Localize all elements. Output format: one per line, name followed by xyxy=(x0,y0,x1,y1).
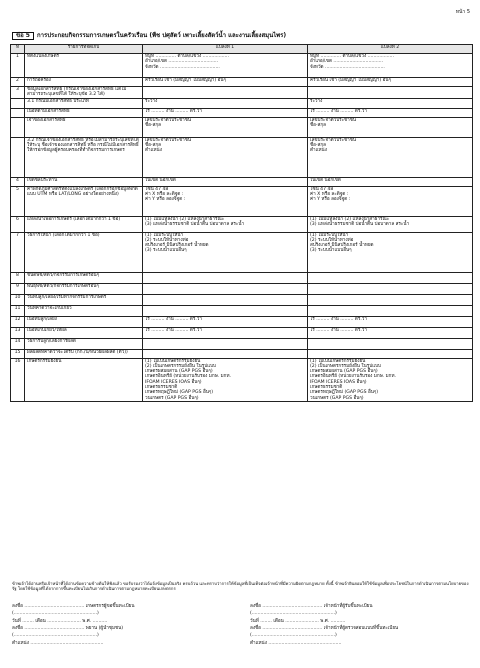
row-item-label: ข้อมูลเอกสารสิทธิ์ (กรณีเจ้าของเอกสารสิทธิ์ แต่ไม่สามารถระบุเลขที่ได้ ให้ระบุข้อ 3.2 ได้) xyxy=(25,87,143,99)
row-number: 2 xyxy=(11,78,25,87)
field-line[interactable]: (1) ไม่มีแหล่งน้ำ (2) แหล่งน้ำสาธารณะ xyxy=(145,216,225,222)
field-line[interactable]: IFOAM ICERES IOAS อื่นๆ) xyxy=(310,379,367,385)
field-line[interactable]: สปริงเกอร์ มินิสปริงเกอร์ น้ำหยด xyxy=(310,243,374,249)
plot-2-cell[interactable] xyxy=(308,338,473,349)
table-row xyxy=(11,272,473,283)
field-line[interactable]: (2) ระบบให้น้ำทางท่อ xyxy=(310,237,354,243)
field-line[interactable]: ไร่ ......... งาน ......... ตร.วา xyxy=(145,316,202,322)
plot-1-cell[interactable] xyxy=(143,87,308,99)
row-item-label: วิธีการปลูก/เลี้ยงการผลิต xyxy=(25,338,143,349)
header-plot-2: แปลงที่ 2 xyxy=(308,45,473,54)
field-line[interactable]: เกษตรอินทรีย์ (หน่วยงานรับรอง มกษ. มกท. xyxy=(145,374,231,380)
field-line[interactable]: ระวาง xyxy=(310,98,323,104)
farmer-signature-line[interactable]: ลงชื่อ ......................................... เกษตรกรผู้ขอขึ้นทะเบียน xyxy=(12,604,135,609)
table-row xyxy=(11,338,473,349)
row-number: 14 xyxy=(11,338,25,349)
field-line[interactable]: ชื่อ-สกุล xyxy=(145,122,161,128)
table-row xyxy=(11,316,473,327)
row-item-label: เนื้อที่เก็บเกี่ยว/ให้ผล xyxy=(25,327,143,338)
table-row xyxy=(11,177,473,186)
field-line[interactable]: ชื่อ-สกุล xyxy=(145,142,161,148)
field-line[interactable]: (1) ไม่มีระบบให้น้ำ xyxy=(310,232,349,238)
table-row xyxy=(11,108,473,117)
plot-2-cell[interactable] xyxy=(308,283,473,294)
plot-1-cell[interactable] xyxy=(143,177,308,186)
row-number: 10 xyxy=(11,294,25,305)
field-line[interactable]: ไร่ ......... งาน ......... ตร.วา xyxy=(310,327,367,333)
row-item-label: ที่ตั้งแปลงเกษตร xyxy=(25,54,143,78)
field-line[interactable]: ชื่อ-สกุล xyxy=(310,122,326,128)
witness-signature-line[interactable]: ลงชื่อ ......................................... พยาน (ผู้นำชุมชน) xyxy=(12,626,124,632)
field-line[interactable]: เกษตรผสมผสาน (GAP PGS อื่นๆ) xyxy=(145,369,213,375)
row-item-label: เจ้าของเอกสารสิทธิ์ xyxy=(25,117,143,137)
plot-1-cell[interactable] xyxy=(143,137,308,177)
table-row xyxy=(11,349,473,358)
row-item-label: แหล่งน้ำเพื่อการเกษตร (เลือกได้มากกว่า 1 ข้อ) xyxy=(25,216,143,232)
field-line[interactable]: (3) ระบบน้ำแบบอื่นๆ xyxy=(310,248,352,254)
plot-1-cell[interactable] xyxy=(143,338,308,349)
row-number xyxy=(11,137,25,177)
field-line[interactable]: (1) ไม่เป็นเกษตรกรรมยั่งยืน xyxy=(310,358,366,364)
plot-2-cell[interactable] xyxy=(308,272,473,283)
field-line[interactable]: ค่า X หรือ ละติจูด : xyxy=(310,191,349,197)
field-line[interactable]: สปริงเกอร์ มินิสปริงเกอร์ น้ำหยด xyxy=(145,243,209,249)
field-line[interactable]: เกษตรผสมผสาน (GAP PGS อื่นๆ) xyxy=(310,369,378,375)
plot-1-cell[interactable] xyxy=(143,327,308,338)
row-number: 8 xyxy=(11,272,25,283)
plot-1-cell[interactable] xyxy=(143,316,308,327)
field-line[interactable]: ไร่ ......... งาน ......... ตร.วา xyxy=(145,327,202,333)
row-item-label: 3.2 กรณีเจ้าของเอกสารสิทธิ์ หรือไม่สามารถระบุเลขที่ได้ ให้ระบุ ชื่อเจ้าของเอกสารสิทธิ์ หรือ กรณีไม่มีเอกสารสิทธิ์ ให้กรอกข้อมูลผู้ครอบครองที่ทำกิจกรรมการเกษตร xyxy=(25,137,143,177)
field-line[interactable]: วนเกษตร (GAP PGS อื่นๆ) xyxy=(145,395,199,401)
field-line[interactable]: (2) เป็นเกษตรกรรมยั่งยืน ในรูปแบบ xyxy=(145,363,216,369)
plot-1-cell[interactable] xyxy=(143,78,308,87)
row-item-label: วันที่ปลูก/เลี้ยง/เริ่มทำกิจกรรมการเกษตร xyxy=(25,294,143,305)
field-line[interactable]: เลขประจำตัวประชาชน xyxy=(310,117,357,123)
section-number: ข้อ 5 xyxy=(12,32,34,41)
field-line[interactable]: หมู่ที่ .............. ตำบล/แขวง .................. xyxy=(310,54,394,59)
plot-1-cell[interactable] xyxy=(143,54,308,78)
field-line[interactable]: (2) ระบบให้น้ำทางท่อ xyxy=(145,237,189,243)
row-number: 9 xyxy=(11,283,25,294)
header-plot-1: แปลงที่ 1 xyxy=(143,45,308,54)
form-table xyxy=(10,44,473,402)
plot-2-cell[interactable] xyxy=(308,108,473,117)
row-item-label: วันที่คาดว่าจะเก็บเกี่ยว xyxy=(25,305,143,316)
field-line[interactable]: อำเภอ/เขต .................................. xyxy=(310,59,384,65)
field-line[interactable]: ไร่ ......... งาน ......... ตร.วา xyxy=(310,108,367,114)
plot-2-cell[interactable] xyxy=(308,117,473,137)
row-number xyxy=(11,98,25,108)
plot-2-cell[interactable] xyxy=(308,358,473,401)
plot-1-cell[interactable] xyxy=(143,294,308,305)
field-line[interactable]: (3) ระบบน้ำแบบอื่นๆ xyxy=(145,248,187,254)
plot-2-cell[interactable] xyxy=(308,177,473,186)
field-line[interactable]: หมู่ที่ .............. ตำบล/แขวง .................. xyxy=(145,54,229,59)
field-line[interactable]: จังหวัด ......................................... xyxy=(310,64,385,70)
plot-2-cell[interactable] xyxy=(308,327,473,338)
consent-footnote: ข้าพเจ้าได้อ่านหรือเจ้าหน้าที่ได้อ่านข้อความข้างต้นให้ฟังแล้ว ขอรับรองว่าได้แจ้งข้อมูลเป็นจริง ครบถ้วน และทราบว่าการให้ข้อมูลที่เป็นเท็จต่อเจ้าหน้าที่มีความผิดตามกฎหมาย ทั้งนี้ ข้าพเจ้ายินยอมให้ใช้ข้อมูลเพื่อประโยชน์ในการดำเนินการตามนโยบายของรัฐ โดยใช้ข้อมูลที่ได้จากการขึ้นทะเบียนไม่เกินการดำเนินการตามกฎหมายทะเบียนเกษตรกร xyxy=(12,581,469,592)
table-row xyxy=(11,283,473,294)
field-line[interactable]: (1) ไม่มีระบบให้น้ำ xyxy=(145,232,184,238)
row-number xyxy=(11,117,25,137)
farmer-name-line[interactable]: (.........................................................) xyxy=(12,611,99,617)
row-item-label: ผลผลิตที่คาดว่าจะได้รับ (กก./ปี/หน่วยผลผลิต (ตัว)) xyxy=(25,349,143,358)
plot-2-cell[interactable] xyxy=(308,54,473,78)
witness-name-line[interactable]: (.........................................................) xyxy=(12,633,99,639)
plot-2-cell[interactable] xyxy=(308,87,473,99)
field-line[interactable]: ไร่ ......... งาน ......... ตร.วา xyxy=(310,316,367,322)
row-item-label: การถือครอง xyxy=(25,78,143,87)
plot-2-cell[interactable] xyxy=(308,316,473,327)
form-page xyxy=(10,8,472,660)
row-item-label: วิธีการให้น้ำ (เลือกได้มากกว่า 1 ข้อ) xyxy=(25,232,143,272)
table-row xyxy=(11,232,473,272)
field-line[interactable]: ระวาง xyxy=(145,98,158,104)
table-row xyxy=(11,305,473,316)
plot-2-cell[interactable] xyxy=(308,232,473,272)
field-line[interactable]: IFOAM ICERES IOAS อื่นๆ) xyxy=(145,379,202,385)
plot-1-cell[interactable] xyxy=(143,232,308,272)
header-no: ที่ xyxy=(11,45,25,54)
table-header-row xyxy=(11,45,473,54)
table-row xyxy=(11,186,473,216)
officer-signature-line[interactable]: ลงชื่อ ......................................... เจ้าหน้าที่ผู้รับขึ้นทะเบียน xyxy=(250,604,373,609)
field-line[interactable]: โซน 47 48 xyxy=(310,186,334,192)
field-line[interactable]: อำเภอ/เขต .................................. xyxy=(145,59,219,65)
table-row xyxy=(11,78,473,87)
row-item-label: ค่าพิกัดภูมิศาสตร์ที่ตั้งแปลงเกษตร (เลือกกรอกข้อมูลพิกัด แบบ UTM หรือ LAT/LONG อย่างใดอย่างหนึ่ง) xyxy=(25,186,143,216)
table-row xyxy=(11,98,473,108)
plot-2-cell[interactable] xyxy=(308,137,473,177)
row-number: 6 xyxy=(11,216,25,232)
plot-2-cell[interactable] xyxy=(308,186,473,216)
field-line[interactable]: (3) แหล่งน้ำธรรมชาติ บ่อน้ำตื้น บ่อบาดาล สระน้ำ xyxy=(310,221,410,227)
plot-2-cell[interactable] xyxy=(308,216,473,232)
table-row xyxy=(11,294,473,305)
table-row xyxy=(11,216,473,232)
plot-1-cell[interactable] xyxy=(143,272,308,283)
row-number: 13 xyxy=(11,327,25,338)
table-row xyxy=(11,117,473,137)
field-line[interactable]: (3) แหล่งน้ำธรรมชาติ บ่อน้ำตื้น บ่อบาดาล สระน้ำ xyxy=(145,221,245,227)
field-line[interactable]: วนเกษตร (GAP PGS อื่นๆ) xyxy=(310,395,364,401)
row-item-label: เนื้อที่ปลูก/เลี้ยง xyxy=(25,316,143,327)
field-line[interactable]: ในเขต นอกเขต xyxy=(145,177,176,183)
row-number: 4 xyxy=(11,177,25,186)
field-line[interactable]: ชื่อ-สกุล xyxy=(310,142,326,148)
field-line[interactable]: โซน 47 48 xyxy=(145,186,169,192)
field-line[interactable]: เกษตรทฤษฎีใหม่ (GAP PGS อื่นๆ) xyxy=(310,390,379,396)
farmer-date-line[interactable]: วันที่ ........ เดือน ....................... พ.ศ. .......... xyxy=(12,618,108,624)
row-item-label: พันธุ์พืช/สัตว์/กิจกรรมการเกษตรอื่นๆ xyxy=(25,283,143,294)
field-line[interactable]: เกษตรธรรมชาติ xyxy=(310,384,343,390)
officer-date-line[interactable]: วันที่ ........ เดือน ....................... พ.ศ. .......... xyxy=(250,618,346,624)
plot-2-cell[interactable] xyxy=(308,98,473,108)
plot-2-cell[interactable] xyxy=(308,349,473,358)
officer-name-line[interactable]: (.........................................................) xyxy=(250,611,337,617)
section-header xyxy=(12,30,286,42)
field-line[interactable]: ตำแหน่ง xyxy=(310,148,327,154)
table-row xyxy=(11,327,473,338)
field-line[interactable]: เกษตรอินทรีย์ (หน่วยงานรับรอง มกษ. มกท. xyxy=(310,374,396,380)
field-line[interactable]: เลขประจำตัวประชาชน xyxy=(145,117,192,123)
plot-1-cell[interactable] xyxy=(143,98,308,108)
row-number: 5 xyxy=(11,186,25,216)
field-line[interactable]: ไร่ ......... งาน ......... ตร.วา xyxy=(145,108,202,114)
plot-1-cell[interactable] xyxy=(143,305,308,316)
table-row xyxy=(11,87,473,99)
plot-2-cell[interactable] xyxy=(308,294,473,305)
inspector-position-line[interactable]: ตำแหน่ง .................................................. xyxy=(250,640,342,646)
plot-1-cell[interactable] xyxy=(143,349,308,358)
field-line[interactable]: เลขประจำตัวประชาชน xyxy=(145,137,192,143)
signature-block xyxy=(12,603,470,647)
page-number: หน้า 5 xyxy=(455,9,470,15)
row-number: 11 xyxy=(11,305,25,316)
plot-1-cell[interactable] xyxy=(143,108,308,117)
field-line[interactable]: เกษตรธรรมชาติ xyxy=(145,384,178,390)
row-number: 16 xyxy=(11,358,25,401)
row-item-label: ชนิดพืช/สัตว์/กิจกรรมการเกษตรอื่นๆ xyxy=(25,272,143,283)
field-line[interactable]: ตำแหน่ง xyxy=(145,148,162,154)
table-row xyxy=(11,54,473,78)
section-title: การประกอบกิจกรรมการเกษตรในครัวเรือน (พืช ปศุสัตว์ เพาะเลี้ยงสัตว์น้ำ และงานเลี้ยงสมุนไพร) xyxy=(36,31,287,39)
row-number: 12 xyxy=(11,316,25,327)
plot-2-cell[interactable] xyxy=(308,305,473,316)
field-line[interactable]: ในเขต นอกเขต xyxy=(310,177,341,183)
field-line[interactable]: เกษตรทฤษฎีใหม่ (GAP PGS อื่นๆ) xyxy=(145,390,214,396)
field-line[interactable]: (1) ไม่มีแหล่งน้ำ (2) แหล่งน้ำสาธารณะ xyxy=(310,216,390,222)
row-number: 3 xyxy=(11,87,25,99)
inspector-name-line[interactable]: (.........................................................) xyxy=(250,633,337,639)
field-line[interactable]: ครัวเรือน เช่า (มีสัญญา ไม่มีสัญญา) อื่นๆ xyxy=(145,78,226,83)
plot-1-cell[interactable] xyxy=(143,216,308,232)
inspector-signature-line[interactable]: ลงชื่อ ......................................... เจ้าหน้าที่ผู้ตรวจสอบแบบที่ขึ้นทะเบียน xyxy=(250,626,399,632)
plot-1-cell[interactable] xyxy=(143,186,308,216)
row-number: 7 xyxy=(11,232,25,272)
table-row xyxy=(11,137,473,177)
row-number xyxy=(11,108,25,117)
row-item-label: เนื้อที่ตามเอกสารสิทธิ์ xyxy=(25,108,143,117)
field-line[interactable]: (1) ไม่เป็นเกษตรกรรมยั่งยืน xyxy=(145,358,201,364)
row-item-label: 3.1 กรณีมีเอกสารสิทธิ์ ประเภท xyxy=(25,98,143,108)
row-item-label: เขตชลประทาน xyxy=(25,177,143,186)
field-line[interactable]: ค่า Y หรือ ลองจิจูด : xyxy=(310,197,351,203)
field-line[interactable]: ครัวเรือน เช่า (มีสัญญา ไม่มีสัญญา) อื่นๆ xyxy=(310,78,391,83)
plot-1-cell[interactable] xyxy=(143,283,308,294)
plot-1-cell[interactable] xyxy=(143,117,308,137)
plot-1-cell[interactable] xyxy=(143,358,308,401)
field-line[interactable]: จังหวัด ......................................... xyxy=(145,64,220,70)
plot-2-cell[interactable] xyxy=(308,78,473,87)
witness-position-line[interactable]: ตำแหน่ง .................................................. xyxy=(12,640,104,646)
row-number: 1 xyxy=(11,54,25,78)
field-line[interactable]: ค่า Y หรือ ลองจิจูด : xyxy=(145,197,186,203)
field-line[interactable]: เลขประจำตัวประชาชน xyxy=(310,137,357,143)
row-number: 15 xyxy=(11,349,25,358)
field-line[interactable]: (2) เป็นเกษตรกรรมยั่งยืน ในรูปแบบ xyxy=(310,363,381,369)
field-line[interactable]: ค่า X หรือ ละติจูด : xyxy=(145,191,184,197)
header-item: รายการที่จัดเก็บ xyxy=(25,45,143,54)
row-item-label: เกษตรกรรมยั่งยืน xyxy=(25,358,143,401)
table-row xyxy=(11,358,473,401)
